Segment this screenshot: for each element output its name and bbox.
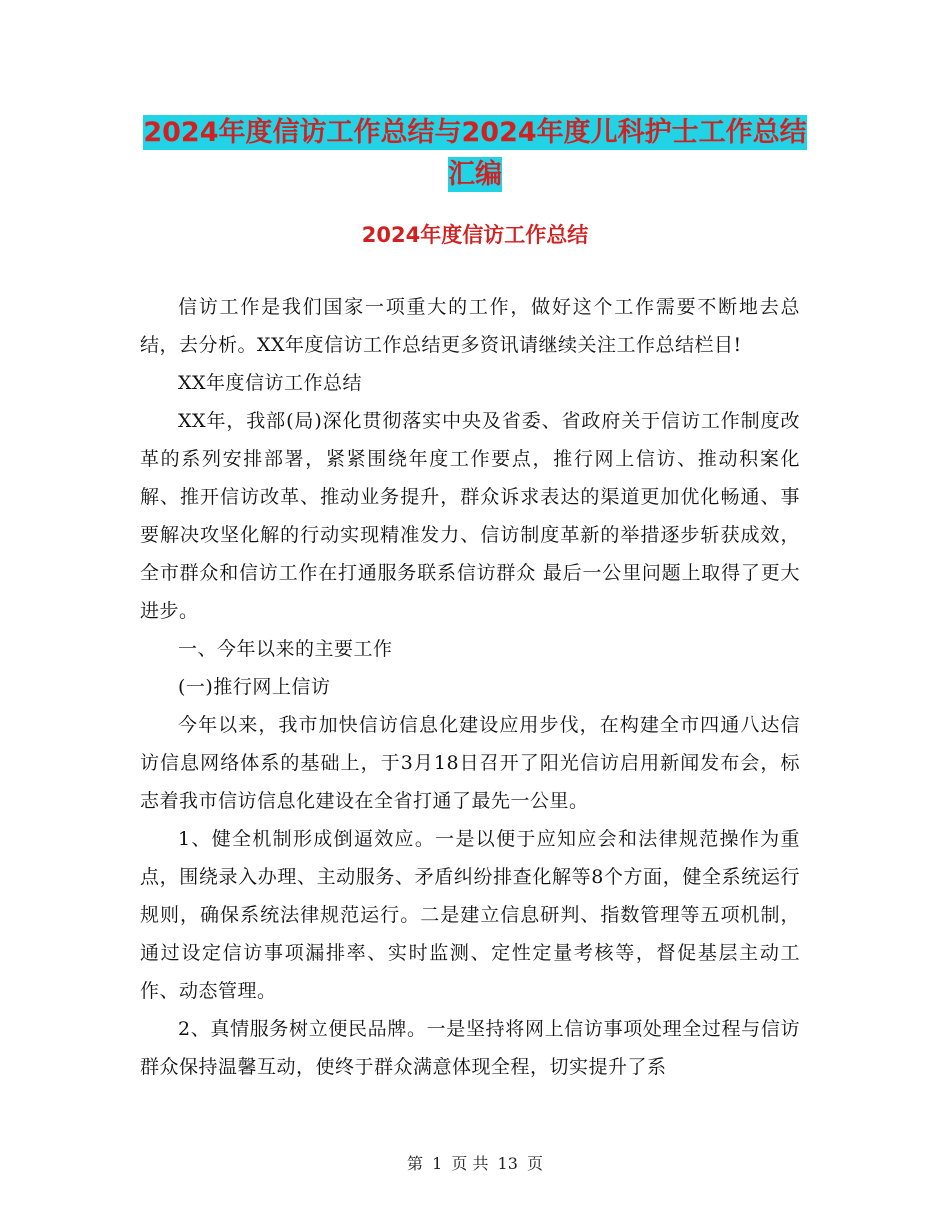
footer-middle: 页 共 [451,1154,489,1173]
paragraph-service: 2、真情服务树立便民品牌。一是坚持将网上信访事项处理全过程与信访群众保持温馨互动，使终于群众满意体现全程，切实提升了系 [140,1018,800,1078]
heading-online-petition: (一)推行网上信访 [178,676,331,698]
paragraph-overview: XX年，我部(局)深化贯彻落实中央及省委、省政府关于信访工作制度改革的系列安排部署，紧紧围绕年度工作要点，推行网上信访、推动积案化解、推开信访改革、推动业务提升，群众诉求表达的渠道更加优化畅通、事要解决攻坚化解的行动实现精准发力、信访制度革新的举措逐步斩获成效，全市群众和信访工作在打通服务联系信访群众 最后一公里问题上取得了更大进步。 [140,410,800,622]
footer-prefix: 第 [406,1154,423,1173]
footer-page-number: 1 [432,1154,443,1173]
document-title-line2: 汇编 [448,159,502,190]
paragraph-online-petition: 今年以来，我市加快信访信息化建设应用步伐，在构建全市四通八达信访信息网络体系的基础上，于3月18日召开了阳光信访启用新闻发布会，标志着我市信访信息化建设在全省打通了最先一公里。 [140,714,800,812]
footer-total-pages: 13 [497,1154,518,1173]
paragraph-subtitle: XX年度信访工作总结 [178,372,363,394]
document-title [0,112,950,196]
document-title-line1: 2024年度信访工作总结与2024年度儿科护士工作总结 [143,117,807,148]
page-footer [0,1152,950,1176]
footer-suffix: 页 [527,1154,544,1173]
paragraph-intro: 信访工作是我们国家一项重大的工作，做好这个工作需要不断地去总结，去分析。XX年度信访工作总结更多资讯请继续关注工作总结栏目! [140,296,800,356]
paragraph-mechanism: 1、健全机制形成倒逼效应。一是以便于应知应会和法律规范操作为重点，围绕录入办理、主动服务、矛盾纠纷排查化解等8个方面，健全系统运行规则，确保系统法律规范运行。二是建立信息研判、指数管理等五项机制，通过设定信访事项漏排率、实时监测、定性定量考核等，督促基层主动工作、动态管理。 [140,828,800,1002]
heading-main-work: 一、今年以来的主要工作 [178,638,393,660]
document-body [140,288,800,1086]
section-title: 2024年度信访工作总结 [361,223,589,247]
